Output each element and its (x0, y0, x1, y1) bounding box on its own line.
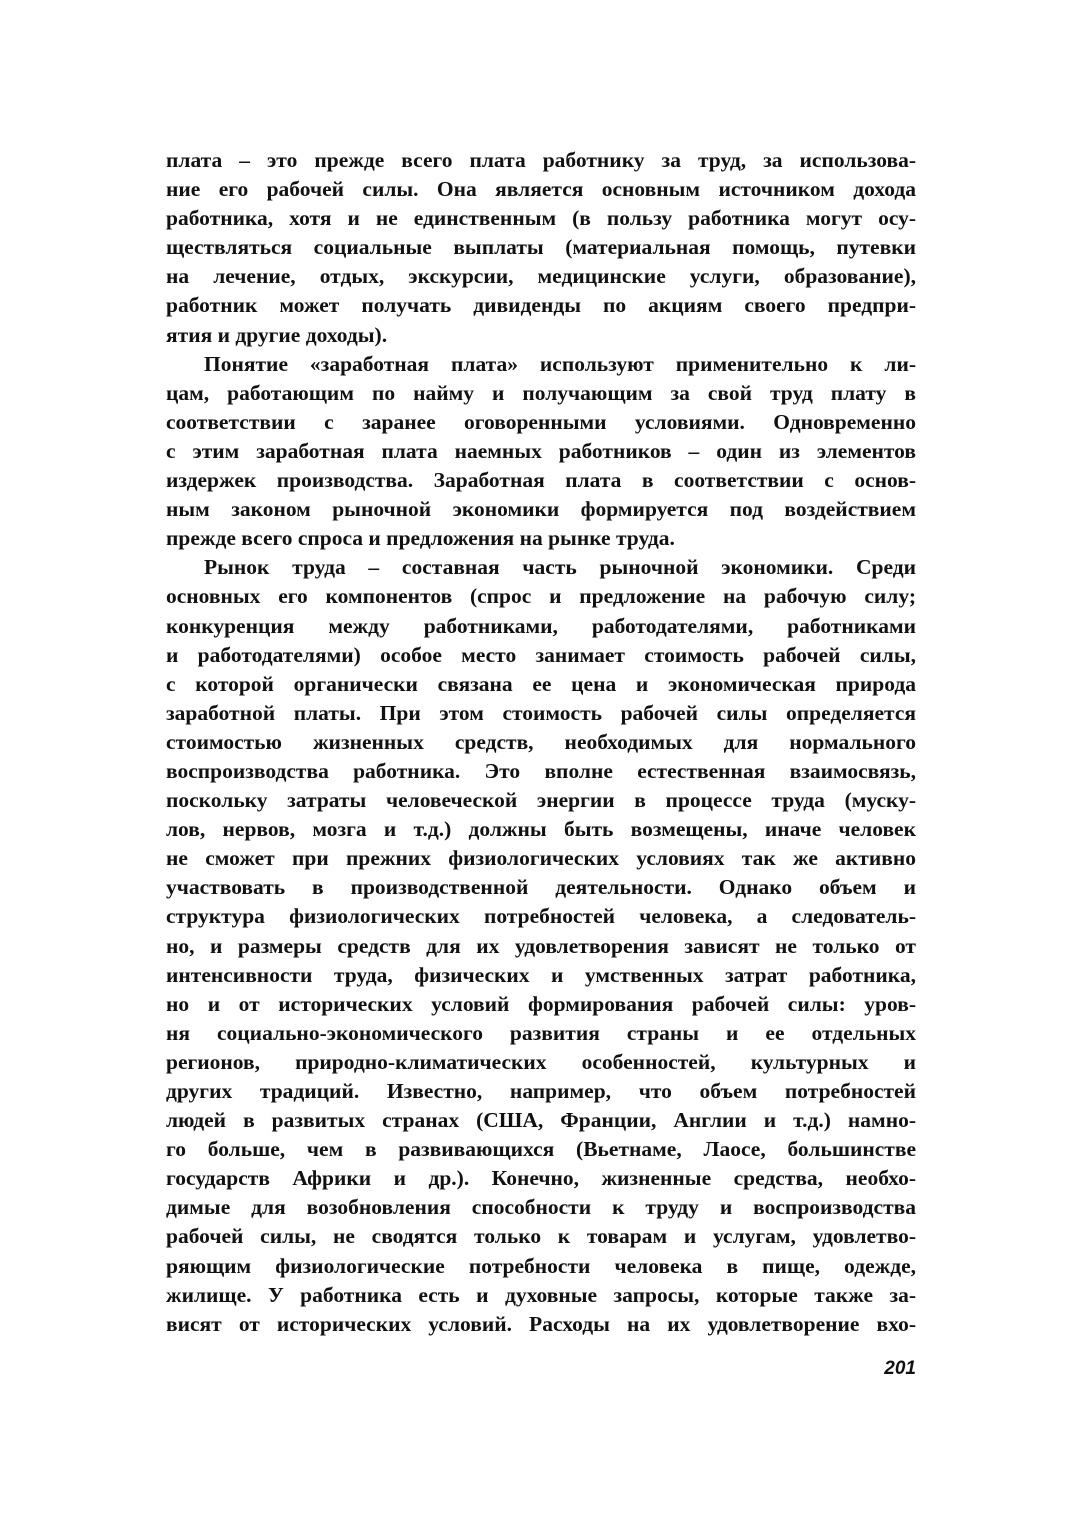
text-line: работник может получать дивиденды по акциям своего предпри- (166, 293, 916, 318)
text-line: лов, нервов, мозга и т.д.) должны быть возмещены, иначе человек (166, 817, 916, 842)
text-line: заработной платы. При этом стоимость рабочей силы определяется (166, 700, 916, 725)
text-line: плата – это прежде всего плата работнику за труд, за использова- (166, 148, 916, 172)
text-line: государств Африки и др.). Конечно, жизненные средства, необхо- (166, 1166, 916, 1191)
paragraph (166, 553, 916, 1339)
text-line: соответствии с заранее оговоренными условиями. Одновременно (166, 409, 916, 434)
text-line: рабочей силы, не сводятся только к товарам и услугам, удовлетво- (166, 1224, 916, 1249)
text-line: цам, работающим по найму и получающим за свой труд плату в (166, 380, 916, 405)
text-line: димые для возобновления способности к труду и воспроизводства (166, 1195, 916, 1220)
text-line: но, и размеры средств для их удовлетворения зависят не только от (166, 933, 916, 958)
text-line: жилище. У работника есть и духовные запросы, которые также за- (166, 1282, 916, 1307)
text-line: с этим заработная плата наемных работников – один из элементов (166, 438, 916, 463)
body-text (166, 146, 916, 1339)
text-line: с которой органически связана ее цена и экономическая природа (166, 671, 916, 696)
text-line: воспроизводства работника. Это вполне естественная взаимосвязь, (166, 758, 916, 783)
text-line: висят от исторических условий. Расходы на их удовлетворение вхо- (166, 1311, 916, 1336)
text-line: основных его компонентов (спрос и предложение на рабочую силу; (166, 584, 916, 609)
text-line: но и от исторических условий формирования рабочей силы: уров- (166, 991, 916, 1016)
text-line: издержек производства. Заработная плата в соответствии с основ- (166, 468, 916, 493)
text-line: структура физиологических потребностей человека, а следователь- (166, 904, 916, 929)
text-line: регионов, природно-климатических особенностей, культурных и (166, 1049, 916, 1074)
text-line: ние его рабочей силы. Она является основным источником дохода (166, 177, 916, 202)
text-line: Понятие «заработная плата» используют применительно к ли- (204, 351, 916, 376)
text-line: не сможет при прежних физиологических условиях так же активно (166, 846, 916, 871)
text-line: ным законом рыночной экономики формируется под воздействием (166, 497, 916, 522)
text-line: других традиций. Известно, например, что объем потребностей (166, 1079, 916, 1103)
text-line: и работодателями) особое место занимает стоимость рабочей силы, (166, 642, 916, 667)
paragraph (166, 146, 916, 350)
text-line: работника, хотя и не единственным (в пользу работника могут осу- (166, 206, 916, 231)
text-line: людей в развитых странах (США, Франции, Англии и т.д.) намно- (166, 1108, 916, 1133)
text-line: ществляться социальные выплаты (материальная помощь, путевки (166, 235, 916, 260)
page-number: 201 (884, 1358, 916, 1379)
text-line: интенсивности труда, физических и умственных затрат работника, (166, 962, 916, 987)
text-line: на лечение, отдых, экскурсии, медицинские услуги, образование), (166, 264, 916, 289)
text-line: ряющим физиологические потребности человека в пище, одежде, (166, 1253, 916, 1278)
text-line: ня социально-экономического развития страны и ее отдельных (166, 1020, 916, 1045)
text-line: участвовать в производственной деятельности. Однако объем и (166, 875, 916, 900)
text-line: ятия и другие доходы). (166, 322, 388, 347)
text-line: поскольку затраты человеческой энергии в процессе труда (муску- (166, 788, 916, 813)
paragraph (166, 350, 916, 554)
text-line: Рынок труда – составная часть рыночной экономики. Среди (204, 555, 916, 580)
text-line: конкуренция между работниками, работодателями, работниками (166, 613, 916, 638)
text-line: прежде всего спроса и предложения на рынке труда. (166, 526, 675, 551)
text-line: стоимостью жизненных средств, необходимых для нормального (166, 729, 916, 754)
text-line: го больше, чем в развивающихся (Вьетнаме, Лаосе, большинстве (166, 1137, 916, 1162)
